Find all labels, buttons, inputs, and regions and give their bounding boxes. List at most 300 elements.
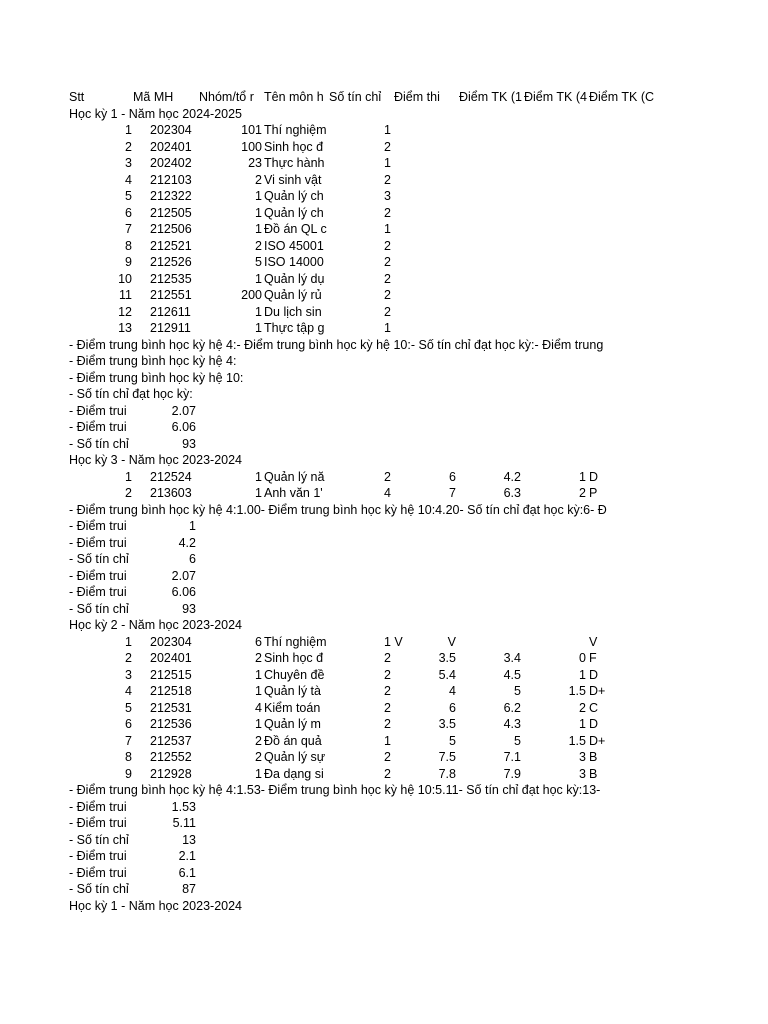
cell-ma-mh: 202304 [150,123,192,137]
cell-so-tin-chi: 2 [384,139,391,154]
cell-diem-thi [394,271,456,288]
cell-stt: 10 [118,271,132,286]
summary-label: - Điểm trui [69,420,127,434]
summary-value: 93 [182,436,196,451]
cell-diem-tk-c [589,155,654,172]
cell-diem-thi [394,172,456,189]
cell-stt: 1 [125,123,132,137]
cell-diem-tk-10 [459,155,521,172]
cell-ma-mh: 212537 [150,733,192,748]
summary-row [0,799,768,816]
summary-label: - Số tín chỉ đạt học kỳ: [69,387,193,401]
cell-diem-tk-c: P [589,486,598,500]
course-row [0,188,768,205]
cell-diem-tk-4: 1.5 [568,684,586,698]
cell-nhom: 101 [241,123,262,137]
cell-diem-tk-4: 2 [579,700,586,715]
course-row [0,287,768,304]
cell-nhom: 1 [255,766,262,781]
cell-nhom: 6 [255,634,262,649]
cell-ten-mon: Chuyên đề [264,667,325,682]
cell-diem-tk-10 [459,238,521,255]
cell-diem-tk-4 [524,139,586,156]
summary-value: 93 [182,601,196,616]
cell-diem-tk-4 [524,172,586,189]
summary-line: - Điểm trung bình học kỳ hệ 4:1.00- Điểm trung bình học kỳ hệ 10:4.20- Số tín chỉ đạt học kỳ:6- Đ [69,502,607,517]
cell-ma-mh: 213603 [150,486,192,500]
summary-label: - Số tín chỉ [69,882,129,896]
cell-diem-thi [394,205,456,222]
cell-nhom: 1 [255,321,262,335]
summary-row [0,551,768,568]
summary-value: 6.1 [178,865,196,880]
cell-diem-thi: 4 [449,684,456,698]
cell-stt: 7 [125,733,132,748]
cell-diem-tk-c: V [589,634,598,649]
cell-diem-tk-10: 4.2 [503,469,521,484]
cell-diem-thi [394,188,456,205]
course-row [0,320,768,337]
cell-diem-tk-c: F [589,651,597,665]
course-row [0,634,768,651]
cell-so-tin-chi: 1 [384,733,391,748]
cell-ma-mh: 212531 [150,700,192,715]
summary-row [0,353,768,370]
cell-diem-thi: 5.4 [438,667,456,682]
summary-row [0,865,768,882]
cell-diem-tk-4 [524,188,586,205]
cell-stt: 13 [118,321,132,335]
cell-ten-mon: Đồ án quả [264,733,322,748]
cell-nhom: 1 [255,189,262,203]
cell-diem-tk-c [589,205,654,222]
summary-line: - Điểm trung bình học kỳ hệ 4:- Điểm trung bình học kỳ hệ 10:- Số tín chỉ đạt học kỳ:- Điểm trung [69,337,604,352]
cell-stt: 12 [118,304,132,319]
course-row [0,683,768,700]
cell-ma-mh: 212535 [150,271,192,286]
course-row [0,221,768,238]
semester-title: Học kỳ 2 - Năm học 2023-2024 [69,618,243,632]
cell-diem-thi [394,155,456,172]
cell-ma-mh: 202402 [150,156,192,170]
course-row [0,766,768,783]
cell-so-tin-chi: 2 [384,684,391,698]
semester-title-row [0,452,768,469]
cell-ma-mh: 212103 [150,172,192,187]
cell-diem-tk-10 [459,304,521,321]
course-row [0,271,768,288]
course-row [0,700,768,717]
cell-diem-thi: 7.5 [438,750,456,764]
course-row [0,485,768,502]
summary-value: 5.11 [172,816,196,830]
cell-ten-mon: Quản lý rủ [264,288,322,302]
cell-ma-mh: 212611 [150,304,191,319]
cell-stt: 8 [125,238,132,253]
course-row [0,733,768,750]
summary-value: 6 [189,552,196,566]
cell-stt: 9 [125,766,132,781]
cell-diem-thi: 5 [449,733,456,748]
cell-so-tin-chi: 4 [384,486,391,500]
cell-diem-tk-10 [459,221,521,238]
semester-title-row [0,617,768,634]
cell-diem-tk-4: 2 [579,486,586,500]
cell-so-tin-chi: 1 V [384,634,403,649]
cell-diem-tk-4 [524,271,586,288]
cell-so-tin-chi: 2 [384,766,391,781]
cell-so-tin-chi: 1 [384,156,391,170]
cell-so-tin-chi: 2 [384,304,391,319]
cell-so-tin-chi: 2 [384,205,391,220]
course-row [0,238,768,255]
cell-so-tin-chi: 2 [384,238,391,253]
cell-diem-tk-4 [524,634,586,651]
cell-diem-tk-10 [459,287,521,304]
cell-diem-thi [394,238,456,255]
summary-value: 1.53 [171,799,196,814]
cell-stt: 3 [125,667,132,682]
cell-ten-mon: Thực tập g [264,321,325,335]
cell-diem-tk-c: D [589,717,599,731]
cell-diem-tk-c: D [589,469,599,484]
cell-stt: 11 [119,288,132,302]
course-row [0,172,768,189]
cell-diem-tk-4: 1 [579,717,586,731]
summary-row [0,518,768,535]
course-row [0,205,768,222]
summary-value: 2.1 [178,849,196,863]
cell-ma-mh: 212515 [150,667,192,682]
summary-value [133,353,196,370]
cell-so-tin-chi: 2 [384,172,391,187]
cell-diem-thi [394,221,456,238]
cell-stt: 4 [125,684,132,698]
summary-value: 2.07 [171,403,196,418]
cell-diem-tk-c [589,287,654,304]
course-row [0,749,768,766]
summary-label: - Điểm trui [69,403,127,418]
cell-so-tin-chi: 2 [384,750,391,764]
cell-nhom: 2 [255,733,262,748]
cell-ma-mh: 212526 [150,255,192,269]
summary-label: - Số tín chỉ [69,436,129,451]
cell-diem-tk-c: B [589,750,598,764]
cell-stt: 5 [125,700,132,715]
cell-nhom: 1 [255,684,262,698]
cell-ma-mh: 212552 [150,750,192,764]
summary-label: - Số tín chỉ [69,601,129,616]
header-stt: Stt [69,90,85,104]
cell-diem-tk-10: 6.2 [503,700,521,715]
cell-diem-tk-c [589,304,654,321]
cell-so-tin-chi: 2 [384,667,391,682]
cell-diem-tk-10 [459,271,521,288]
cell-diem-tk-4 [524,238,586,255]
cell-nhom: 5 [255,255,262,269]
cell-diem-thi: 6 [449,700,456,715]
course-row [0,667,768,684]
cell-diem-tk-4 [524,155,586,172]
summary-row [0,403,768,420]
summary-label: - Điểm trui [69,585,127,599]
summary-label: - Điểm trui [69,816,127,830]
cell-diem-tk-10: 4.3 [503,717,521,731]
cell-ten-mon: Quản lý m [264,717,321,731]
summary-row [0,370,768,387]
cell-diem-tk-c [589,188,654,205]
cell-diem-tk-10: 7.9 [503,766,521,781]
summary-value [133,370,196,387]
cell-ma-mh: 212506 [150,222,192,236]
cell-diem-tk-10: 5 [514,733,521,748]
cell-ten-mon: Vi sinh vật [264,172,322,187]
cell-ten-mon: ISO 14000 [264,255,324,269]
course-row [0,469,768,486]
cell-stt: 3 [125,156,132,170]
cell-diem-tk-10 [459,172,521,189]
semester-title-row [0,106,768,123]
header-diem-tk-10: Điểm TK (1 [459,90,522,104]
cell-diem-thi [394,320,456,337]
cell-diem-tk-c [589,221,654,238]
cell-ma-mh: 202401 [150,651,192,665]
cell-so-tin-chi: 2 [384,288,391,302]
cell-diem-tk-c: C [589,700,599,715]
cell-nhom: 100 [241,139,262,154]
cell-nhom: 1 [255,667,262,682]
cell-diem-tk-4 [524,320,586,337]
cell-nhom: 2 [255,172,262,187]
cell-nhom: 1 [255,304,262,319]
cell-ten-mon: Đồ án QL c [264,222,327,236]
summary-row [0,386,768,403]
summary-label: - Điểm trung bình học kỳ hệ 4: [69,354,237,368]
header-diem-tk-4: Điểm TK (4 [524,90,587,104]
summary-row [0,568,768,585]
cell-diem-tk-4 [524,221,586,238]
cell-ma-mh: 212928 [150,766,192,781]
summary-row [0,436,768,453]
summary-value: 13 [182,832,196,847]
summary-value: 87 [182,882,196,896]
summary-label: - Điểm trui [69,519,127,533]
summary-line-row [0,502,768,519]
cell-ma-mh: 212524 [150,469,192,484]
cell-nhom: 1 [255,271,262,286]
cell-ma-mh: 212322 [150,189,192,203]
cell-nhom: 1 [255,717,262,731]
summary-value: 6.06 [171,585,196,599]
cell-diem-thi: 3.5 [438,717,456,731]
cell-diem-tk-10: 7.1 [503,750,521,764]
course-row [0,139,768,156]
cell-ma-mh: 202304 [150,634,192,649]
summary-row [0,535,768,552]
cell-diem-tk-10 [459,188,521,205]
course-row [0,254,768,271]
cell-diem-tk-4: 3 [579,750,586,764]
summary-row [0,601,768,618]
summary-row [0,848,768,865]
cell-stt: 9 [125,255,132,269]
cell-diem-tk-4: 1.5 [568,733,586,748]
cell-ten-mon: Du lịch sin [264,304,322,319]
course-row [0,716,768,733]
cell-nhom: 1 [255,469,262,484]
cell-diem-tk-c [589,254,654,271]
cell-stt: 7 [125,222,132,236]
cell-diem-tk-4: 1 [579,469,586,484]
cell-nhom: 200 [241,288,262,302]
cell-so-tin-chi: 2 [384,651,391,665]
cell-so-tin-chi: 2 [384,700,391,715]
cell-so-tin-chi: 1 [384,321,391,335]
cell-diem-tk-10 [459,205,521,222]
cell-diem-tk-c: D+ [589,684,606,698]
cell-nhom: 2 [255,750,262,764]
header-diem-thi: Điểm thi [394,90,440,104]
cell-ten-mon: Thực hành [264,156,325,170]
cell-diem-tk-c [589,238,654,255]
summary-label: - Điểm trui [69,865,127,880]
summary-row [0,419,768,436]
cell-nhom: 23 [248,156,262,170]
header-row [0,89,768,106]
cell-diem-tk-4 [524,254,586,271]
course-row [0,155,768,172]
cell-nhom: 4 [255,700,262,715]
cell-ma-mh: 212521 [150,238,192,253]
cell-diem-tk-c: D+ [589,733,606,748]
cell-diem-tk-10: 6.3 [503,486,521,500]
cell-diem-tk-4: 3 [579,766,586,781]
course-row [0,304,768,321]
course-row [0,122,768,139]
cell-stt: 6 [125,717,132,731]
cell-diem-tk-10 [459,320,521,337]
summary-line-row [0,782,768,799]
cell-diem-tk-10 [459,634,521,651]
cell-so-tin-chi: 1 [384,222,391,236]
semester-title: Học kỳ 3 - Năm học 2023-2024 [69,453,243,467]
cell-diem-tk-c: D [589,667,599,682]
cell-nhom: 1 [255,486,262,500]
cell-diem-thi [394,287,456,304]
cell-ten-mon: Sinh học đ [264,651,324,665]
semester-title: Học kỳ 1 - Năm học 2024-2025 [69,106,243,121]
cell-stt: 2 [125,651,132,665]
summary-line: - Điểm trung bình học kỳ hệ 4:1.53- Điểm trung bình học kỳ hệ 10:5.11- Số tín chỉ đạt học kỳ:13- [69,783,601,797]
cell-stt: 2 [125,139,132,154]
cell-diem-tk-10 [459,254,521,271]
cell-ten-mon: Quản lý ch [264,189,324,203]
cell-diem-tk-10 [459,122,521,139]
cell-diem-tk-10: 5 [514,684,521,698]
cell-diem-tk-c [589,122,654,139]
cell-diem-thi [394,122,456,139]
cell-stt: 1 [125,634,132,649]
cell-ten-mon: Thí nghiệm [264,634,327,649]
cell-ten-mon: Đa dạng si [264,766,324,781]
semester-title: Học kỳ 1 - Năm học 2023-2024 [69,898,243,913]
cell-stt: 1 [125,469,132,484]
cell-diem-thi: V [447,634,456,649]
cell-ten-mon: Quản lý nă [264,469,325,484]
summary-value: 1 [189,519,196,533]
cell-ten-mon: Quản lý tà [264,684,321,698]
cell-so-tin-chi: 2 [384,717,391,731]
cell-so-tin-chi: 3 [384,189,391,203]
cell-ten-mon: Quản lý dụ [264,271,325,286]
cell-ma-mh: 212505 [150,205,192,220]
header-ma-mh: Mã MH [133,90,174,104]
cell-diem-tk-4 [524,287,586,304]
cell-diem-thi [394,304,456,321]
cell-diem-tk-c: B [589,766,598,781]
cell-stt: 6 [125,205,132,220]
summary-line-row [0,337,768,354]
cell-diem-thi [394,139,456,156]
summary-label: - Số tín chỉ [69,832,129,847]
cell-diem-thi: 6 [449,469,456,484]
cell-diem-tk-4: 1 [579,667,586,682]
cell-diem-thi: 7 [449,486,456,500]
cell-ten-mon: ISO 45001 [264,238,324,253]
cell-ma-mh: 212536 [150,717,192,731]
cell-diem-tk-10: 4.5 [503,667,521,682]
header-diem-tk-c: Điểm TK (C [589,90,655,104]
summary-row [0,832,768,849]
cell-nhom: 1 [255,205,262,220]
cell-nhom: 2 [255,238,262,253]
cell-diem-thi [394,254,456,271]
summary-value: 2.07 [171,568,196,583]
cell-diem-tk-4 [524,122,586,139]
cell-so-tin-chi: 2 [384,271,391,286]
summary-label: - Điểm trui [69,849,127,863]
cell-so-tin-chi: 2 [384,255,391,269]
cell-diem-tk-10: 3.4 [503,651,521,665]
header-ten-mon: Tên môn h [264,90,324,104]
cell-stt: 8 [125,750,132,764]
summary-label: - Điểm trui [69,799,127,814]
cell-stt: 4 [125,172,132,187]
cell-stt: 2 [125,486,132,500]
cell-ten-mon: Thí nghiệm [264,123,327,137]
summary-label: - Điểm trui [69,568,127,583]
cell-ma-mh: 212518 [150,684,192,698]
cell-so-tin-chi: 1 [384,123,391,137]
cell-diem-thi: 7.8 [438,766,456,781]
summary-row [0,815,768,832]
summary-label: - Điểm trung bình học kỳ hệ 10: [69,370,244,385]
summary-label: - Số tín chỉ [69,552,129,566]
cell-diem-tk-c [589,139,654,156]
cell-diem-tk-c [589,271,654,288]
cell-stt: 5 [125,189,132,203]
course-row [0,650,768,667]
cell-diem-tk-4 [524,304,586,321]
cell-nhom: 1 [255,222,262,236]
cell-diem-tk-c [589,172,654,189]
summary-label: - Điểm trui [69,535,127,550]
cell-ten-mon: Anh văn 1' [264,486,323,500]
summary-row [0,584,768,601]
cell-ten-mon: Quản lý ch [264,205,324,220]
header-so-tin-chi: Số tín chỉ [329,90,382,104]
cell-ten-mon: Quản lý sự [264,750,326,764]
